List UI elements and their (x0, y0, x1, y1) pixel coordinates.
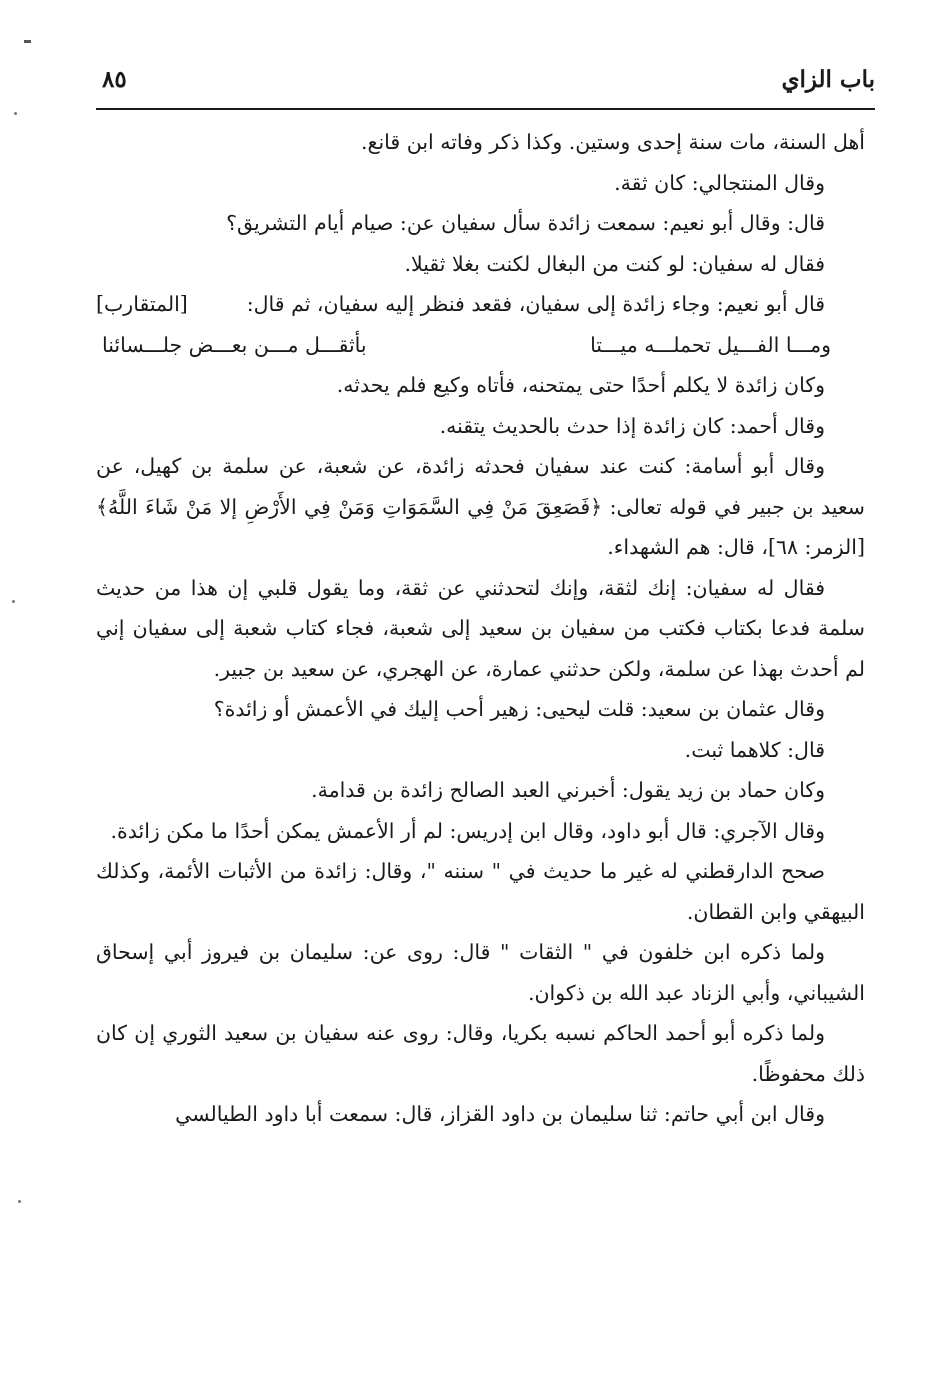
scan-mark (24, 40, 31, 43)
verse-hemistich-first: ومـــا الفـــيل تحملـــه ميـــتا (590, 332, 831, 357)
scan-speck (18, 1200, 21, 1203)
verse-intro (96, 284, 865, 325)
paragraph: وكان حماد بن زيد يقول: أخبرني العبد الصالح زائدة بن قدامة. (311, 778, 825, 802)
paragraph: وقال أبو أسامة: كنت عند سفيان فحدثه زائدة، عن شعبة، عن سلمة بن كهيل، عن سعيد بن جبير في قوله تعالى: ﴿فَصَعِقَ مَنْ فِي السَّمَوَاتِ وَمَنْ فِي الأَرْضِ إلا مَنْ شَاءَ اللَّهُ﴾ [الزمر: ٦٨]، قال: هم الشهداء. (96, 454, 865, 559)
paragraph: وقال المنتجالي: كان ثقة. (614, 170, 825, 195)
scan-speck (12, 600, 15, 603)
page-number: ٨٥ (102, 66, 127, 93)
verse-intro-text: قال أبو نعيم: وجاء زائدة إلى سفيان، فقعد فنظر إليه سفيان، ثم قال: (246, 292, 825, 316)
running-title: باب الزاي (781, 66, 875, 93)
paragraph: فقال له سفيان: لو كنت من البغال لكنت بغلا ثقيلا. (404, 251, 825, 276)
paragraph: ولما ذكره أبو أحمد الحاكم نسبه بكريا، وقال: روى عنه سفيان بن سعيد الثوري إن كان ذلك محفوظًا. (96, 1021, 865, 1086)
page-body (96, 122, 865, 1135)
verse-line (96, 325, 865, 366)
verse-hemistich-second: بأثقـــل مـــن بعـــض جلـــسائنا (102, 332, 367, 357)
header-rule (96, 108, 875, 110)
paragraph: وقال الآجري: قال أبو داود، وقال ابن إدريس: لم أر الأعمش يمكن أحدًا ما مكن زائدة. (110, 818, 825, 843)
poetic-meter: [المتقارب] (96, 292, 188, 316)
paragraph: وقال عثمان بن سعيد: قلت ليحيى: زهير أحب إليك في الأعمش أو زائدة؟ (213, 697, 825, 721)
paragraph: وقال ابن أبي حاتم: ثنا سليمان بن داود القزاز، قال: سمعت أبا داود الطيالسي (175, 1102, 825, 1126)
page-header (96, 62, 875, 104)
paragraph: قال: وقال أبو نعيم: سمعت زائدة سأل سفيان عن: صيام أيام التشريق؟ (226, 211, 825, 235)
paragraph: فقال له سفيان: إنك لثقة، وإنك لتحدثني عن ثقة، وما يقول قلبي إن هذا من حديث سلمة فدعا بكتاب فكتب من سفيان بن سعيد إلى شعبة، فجاء كتاب شعبة إلى سفيان إني لم أحدث بهذا عن سلمة، ولكن حدثني عمارة، عن الهجري، عن سعيد بن جبير. (96, 575, 865, 681)
paragraph: قال: كلاهما ثبت. (684, 737, 825, 762)
paragraph: صحح الدارقطني له غير ما حديث في " سننه "، وقال: زائدة من الأثبات الأئمة، وكذلك البيهقي وابن القطان. (96, 859, 865, 924)
paragraph: وكان زائدة لا يكلم أحدًا حتى يمتحنه، فأتاه وكيع فلم يحدثه. (336, 373, 825, 397)
paragraph: وقال أحمد: كان زائدة إذا حدث بالحديث يتقنه. (439, 413, 825, 438)
paragraph: ولما ذكره ابن خلفون في " الثقات " قال: روى عن: سليمان بن فيروز أبي إسحاق الشيباني، وأبي الزناد عبد الله بن ذكوان. (96, 940, 865, 1005)
paragraph: أهل السنة، مات سنة إحدى وستين. وكذا ذكر وفاته ابن قانع. (361, 130, 865, 154)
scan-speck (14, 112, 17, 115)
